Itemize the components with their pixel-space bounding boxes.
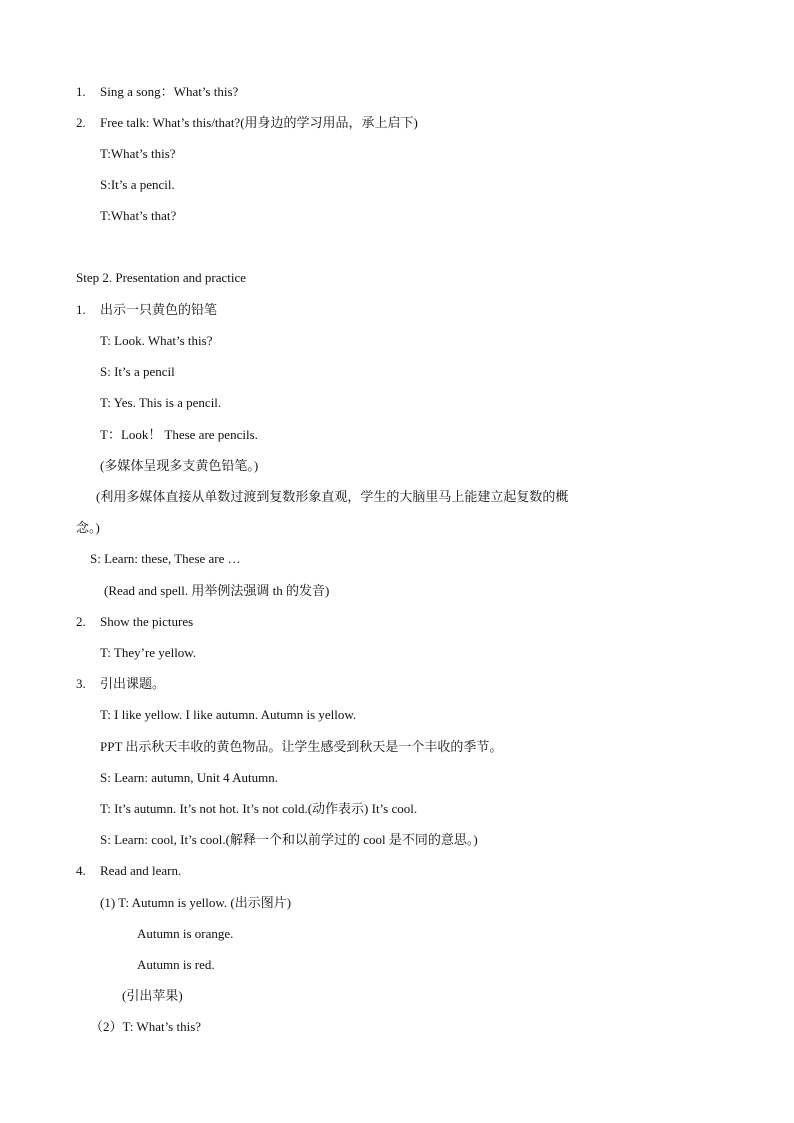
text-line: T: I like yellow. I like autumn. Autumn is yellow. [100,707,357,722]
text-line: Autumn is orange. [137,926,234,941]
text-line: (引出苹果) [122,988,183,1003]
text-line: 引出课题。 [100,676,166,691]
text-line: T: Yes. This is a pencil. [100,395,222,410]
list-number: 1. [76,84,86,99]
text-line: (1) T: Autumn is yellow. (出示图片) [100,895,292,910]
text-line: 念。) [76,520,100,535]
text-line: T：Look！ These are pencils. [100,427,258,442]
text-line: T: It’s autumn. It’s not hot. It’s not cold.(动作表示) It’s cool. [100,801,418,816]
list-number: 2. [76,614,86,629]
text-line: Show the pictures [100,614,194,629]
list-number: 2. [76,115,86,130]
text-line: （2）T: What’s this? [90,1019,202,1034]
section-heading: Step 2. Presentation and practice [76,270,247,285]
list-number: 1. [76,302,86,317]
text-line: (利用多媒体直接从单数过渡到复数形象直观，学生的大脑里马上能建立起复数的概 [96,489,569,504]
text-line: PPT 出示秋天丰收的黄色物品。让学生感受到秋天是一个丰收的季节。 [100,739,503,754]
text-line: Read and learn. [100,863,182,878]
text-line: S:It’s a pencil. [100,177,175,192]
text-line: T:What’s this? [100,146,176,161]
text-line: T:What’s that? [100,208,177,223]
text-line: Sing a song：What’s this? [100,84,239,99]
text-line: Autumn is red. [137,957,215,972]
text-line: T: Look. What’s this? [100,333,213,348]
text-line: (多媒体呈现多支黄色铅笔。) [100,458,259,473]
text-line: T: They’re yellow. [100,645,197,660]
text-line: S: Learn: these, These are … [90,551,241,566]
text-line: S: It’s a pencil [100,364,175,379]
text-line: Free talk: What’s this/that?(用身边的学习用品，承上启下) [100,115,418,130]
text-line: (Read and spell. 用举例法强调 th 的发音) [104,583,330,598]
list-number: 4. [76,863,86,878]
text-line: S: Learn: autumn, Unit 4 Autumn. [100,770,279,785]
list-number: 3. [76,676,86,691]
text-line: S: Learn: cool, It’s cool.(解释一个和以前学过的 cool 是不同的意思。) [100,832,478,847]
text-line: 出示一只黄色的铅笔 [100,302,218,317]
